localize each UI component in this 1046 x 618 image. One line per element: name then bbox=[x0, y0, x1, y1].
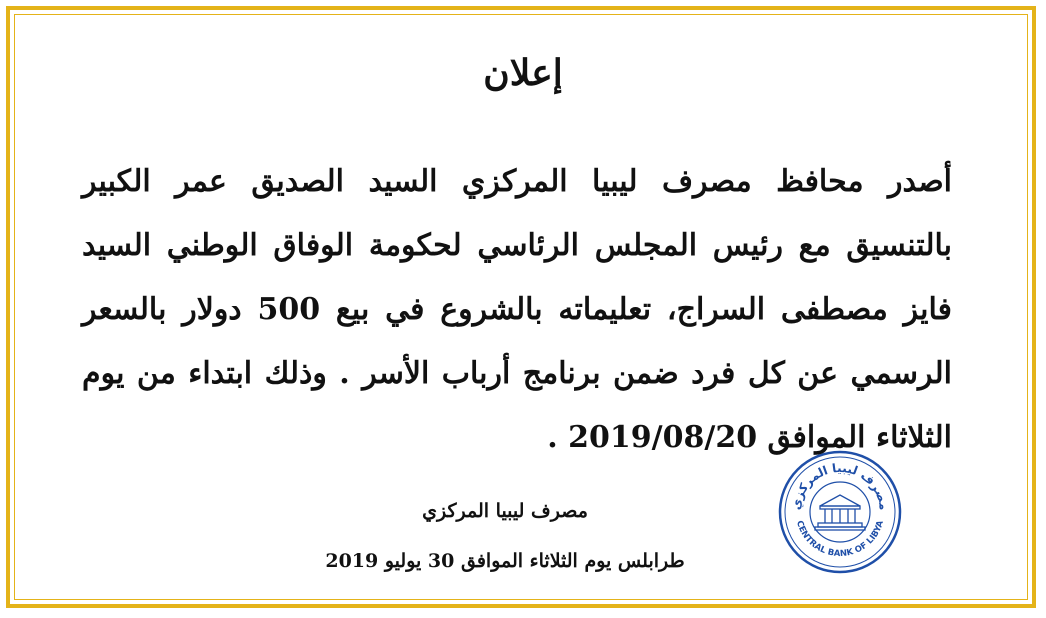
announcement-body: أصدر محافظ مصرف ليبيا المركزي السيد الصديق عمر الكبير بالتنسيق مع رئيس المجلس الرئاسي لحكومة الوفاق الوطني السيد فايز مصطفى السراج، تعليماته بالشروع في بيع 500 دولار بالسعر الرسمي عن كل فرد ضمن برنامج أرباب الأسر . وذلك ابتداء من يوم الثلاثاء الموافق 2019/08/20 . bbox=[82, 164, 952, 455]
seal-english-text: CENTRAL BANK OF LIBYA bbox=[794, 519, 886, 560]
svg-text:CENTRAL BANK OF LIBYA bbox=[794, 519, 886, 559]
seal-building-icon bbox=[815, 495, 865, 530]
issuer-name: مصرف ليبيا المركزي bbox=[422, 500, 588, 522]
place-date: طرابلس يوم الثلاثاء الموافق 30 يوليو 2019 bbox=[325, 550, 685, 572]
central-bank-seal bbox=[778, 450, 902, 574]
signature-block bbox=[295, 500, 715, 572]
svg-text:مصرف ليبيا المركزي bbox=[789, 461, 891, 511]
seal-arabic-text: مصرف ليبيا المركزي bbox=[788, 460, 892, 511]
announcement-title: إعلان bbox=[483, 52, 563, 94]
